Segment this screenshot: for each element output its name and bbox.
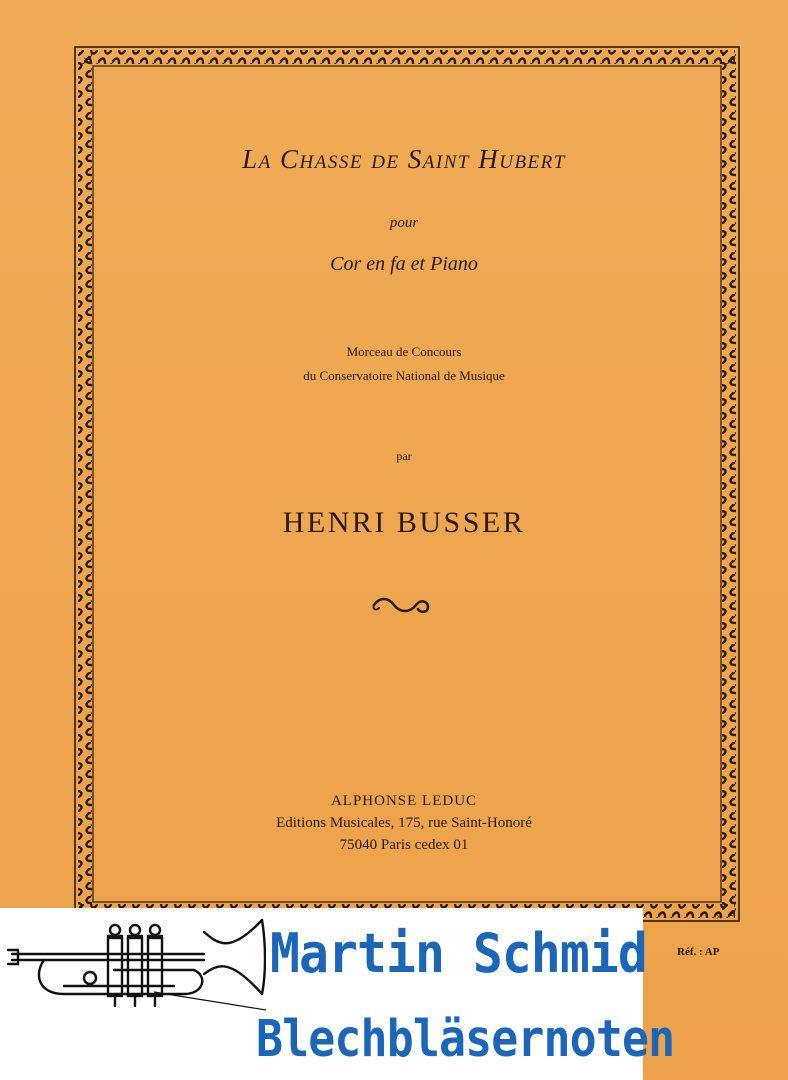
publisher-address-1: Editions Musicales, 175, rue Saint-Honoré — [276, 815, 532, 831]
reference-number: Réf. : AP — [677, 946, 720, 958]
page-title: La Chasse de Saint Hubert — [242, 144, 566, 174]
svg-text:×: × — [83, 55, 89, 66]
publisher-name: ALPHONSE LEDUC — [330, 793, 478, 809]
trumpet-logo — [4, 914, 266, 1014]
svg-text:×: × — [716, 912, 722, 923]
shop-banner[interactable] — [0, 908, 675, 1080]
pour-label: pour — [389, 215, 419, 231]
composer-name: HENRI BUSSER — [282, 506, 526, 539]
subtitle-line-1: Morceau de Concours — [346, 344, 462, 359]
banner-line-1: Martin Schmid — [270, 922, 647, 985]
flourish-ornament — [370, 593, 434, 619]
banner-line-2: Blechbläsernoten — [256, 1010, 675, 1069]
par-label: par — [396, 449, 412, 463]
instrumentation: Cor en fa et Piano — [330, 253, 478, 275]
publisher-address-2: 75040 Paris cedex 01 — [339, 837, 469, 853]
subtitle-line-2: du Conservatoire National de Musique — [303, 368, 505, 383]
